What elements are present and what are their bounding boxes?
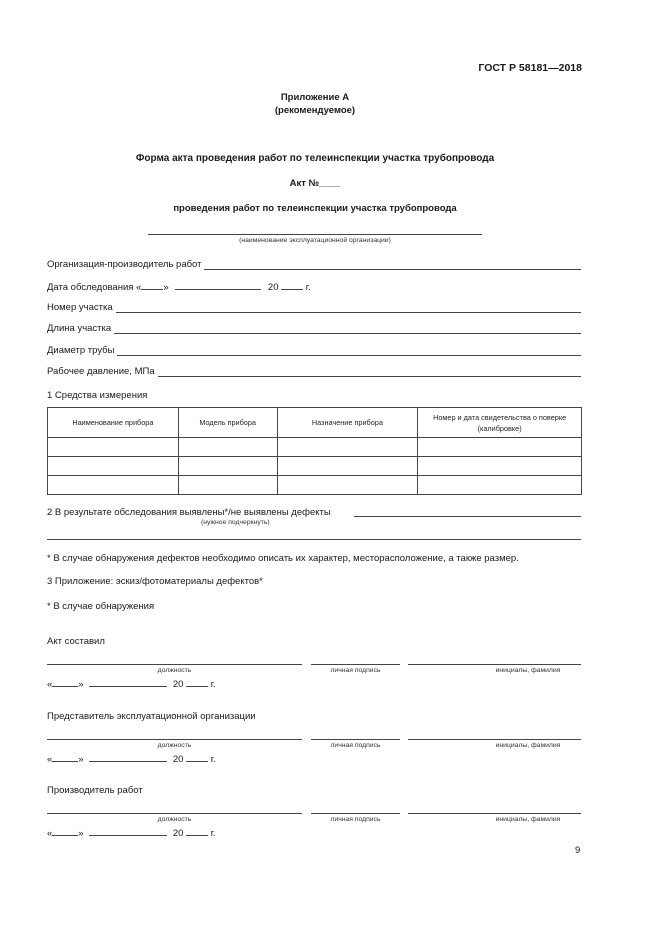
signature-caption: личная подпись [330, 816, 381, 823]
table-cell[interactable] [178, 457, 277, 476]
table-cell[interactable] [48, 438, 179, 457]
column-header: Модель прибора [178, 408, 277, 438]
table-cell[interactable] [277, 457, 418, 476]
length-label: Длина участка [47, 323, 112, 334]
section-input-line[interactable] [116, 303, 581, 313]
table-cell[interactable] [277, 438, 418, 457]
name-line[interactable] [408, 739, 581, 740]
year-line[interactable] [186, 753, 208, 762]
appendix-title: Приложение А [280, 92, 350, 103]
survey-date-prefix: Дата обследования « [47, 282, 142, 293]
table-cell[interactable] [48, 476, 179, 495]
signature-caption: личная подпись [330, 742, 381, 749]
position-caption: должность [157, 816, 192, 823]
day-line[interactable] [52, 827, 78, 836]
diameter-input-line[interactable] [117, 346, 581, 356]
attachment-line: 3 Приложение: эскиз/фотоматериалы дефектов* [47, 576, 263, 587]
table-row [48, 457, 582, 476]
diameter-field [47, 345, 581, 356]
organization-line [148, 234, 482, 235]
name-caption: инициалы, фамилия [495, 667, 561, 674]
standard-number: ГОСТ Р 58181—2018 [478, 62, 582, 74]
producer-field [47, 259, 581, 270]
signature-line[interactable] [311, 739, 400, 740]
table-cell[interactable] [418, 476, 582, 495]
date-close-quote: » [78, 828, 84, 839]
signer-date [47, 827, 216, 839]
page-number: 9 [575, 845, 581, 856]
year-suffix: г. [210, 828, 216, 839]
survey-year-prefix: 20 [267, 282, 279, 293]
producer-label: Организация-производитель работ [47, 259, 202, 270]
year-prefix: 20 [172, 828, 184, 839]
survey-day-line[interactable] [141, 281, 163, 290]
instruments-table [47, 407, 582, 495]
survey-month-line[interactable] [175, 281, 261, 290]
table-row [48, 476, 582, 495]
signature-line[interactable] [311, 664, 400, 665]
producer-input-line[interactable] [204, 260, 581, 270]
year-line[interactable] [186, 678, 208, 687]
day-line[interactable] [52, 678, 78, 687]
year-suffix: г. [210, 754, 216, 765]
signature-line[interactable] [311, 813, 400, 814]
table-row [48, 438, 582, 457]
defects-second-line[interactable] [47, 539, 581, 540]
pressure-label: Рабочее давление, МПа [47, 366, 155, 377]
table-cell[interactable] [178, 438, 277, 457]
organization-caption: (наименование эксплуатационной организации) [239, 237, 391, 244]
date-close-quote: » [78, 679, 84, 690]
column-header: Номер и дата свидетельства о поверке (калибровке) [418, 408, 582, 438]
appendix-note: (рекомендуемое) [274, 105, 356, 116]
section-label: Номер участка [47, 302, 113, 313]
table-cell[interactable] [418, 438, 582, 457]
year-prefix: 20 [172, 754, 184, 765]
date-open-quote: « [47, 754, 53, 765]
name-line[interactable] [408, 813, 581, 814]
survey-date-field [47, 281, 311, 293]
month-line[interactable] [89, 678, 167, 687]
month-line[interactable] [89, 753, 167, 762]
pressure-input-line[interactable] [158, 367, 581, 377]
defects-footnote: * В случае обнаружения дефектов необходимо описать их характер, месторасположение, а также размер. [47, 553, 519, 564]
signer-date [47, 753, 216, 765]
length-field [47, 323, 581, 334]
year-prefix: 20 [172, 679, 184, 690]
position-line[interactable] [47, 739, 302, 740]
name-line[interactable] [408, 664, 581, 665]
signer-title: Производитель работ [47, 785, 143, 796]
diameter-label: Диаметр трубы [47, 345, 115, 356]
column-header: Наименование прибора [48, 408, 179, 438]
year-line[interactable] [186, 827, 208, 836]
signer-date [47, 678, 216, 690]
instruments-header-row [48, 408, 582, 438]
survey-year-suffix: г. [305, 282, 311, 293]
length-input-line[interactable] [114, 324, 581, 334]
act-subtitle: проведения работ по телеинспекции участка трубопровода [173, 203, 457, 214]
year-suffix: г. [210, 679, 216, 690]
signer-title: Акт составил [47, 636, 105, 647]
survey-year-line[interactable] [281, 281, 303, 290]
table-cell[interactable] [48, 457, 179, 476]
section-field [47, 302, 581, 313]
table-cell[interactable] [418, 457, 582, 476]
defects-line: 2 В результате обследования выявлены*/не выявлены дефекты [47, 507, 331, 518]
name-caption: инициалы, фамилия [495, 742, 561, 749]
table-cell[interactable] [277, 476, 418, 495]
defects-input-line[interactable] [354, 516, 581, 517]
instruments-heading: 1 Средства измерения [47, 390, 148, 401]
date-close-quote: » [78, 754, 84, 765]
position-line[interactable] [47, 664, 302, 665]
position-caption: должность [157, 667, 192, 674]
signature-caption: личная подпись [330, 667, 381, 674]
form-title: Форма акта проведения работ по телеинспекции участка трубопровода [135, 153, 495, 164]
defects-caption: (нужное подчеркнуть) [201, 519, 270, 526]
pressure-field [47, 366, 581, 377]
day-line[interactable] [52, 753, 78, 762]
date-open-quote: « [47, 828, 53, 839]
table-cell[interactable] [178, 476, 277, 495]
date-open-quote: « [47, 679, 53, 690]
position-caption: должность [157, 742, 192, 749]
position-line[interactable] [47, 813, 302, 814]
act-number: Акт №____ [289, 178, 341, 189]
signer-title: Представитель эксплуатационной организации [47, 711, 256, 722]
column-header: Назначение прибора [277, 408, 418, 438]
name-caption: инициалы, фамилия [495, 816, 561, 823]
survey-date-mid: » [163, 282, 169, 293]
attachment-footnote: * В случае обнаружения [47, 601, 155, 612]
month-line[interactable] [89, 827, 167, 836]
